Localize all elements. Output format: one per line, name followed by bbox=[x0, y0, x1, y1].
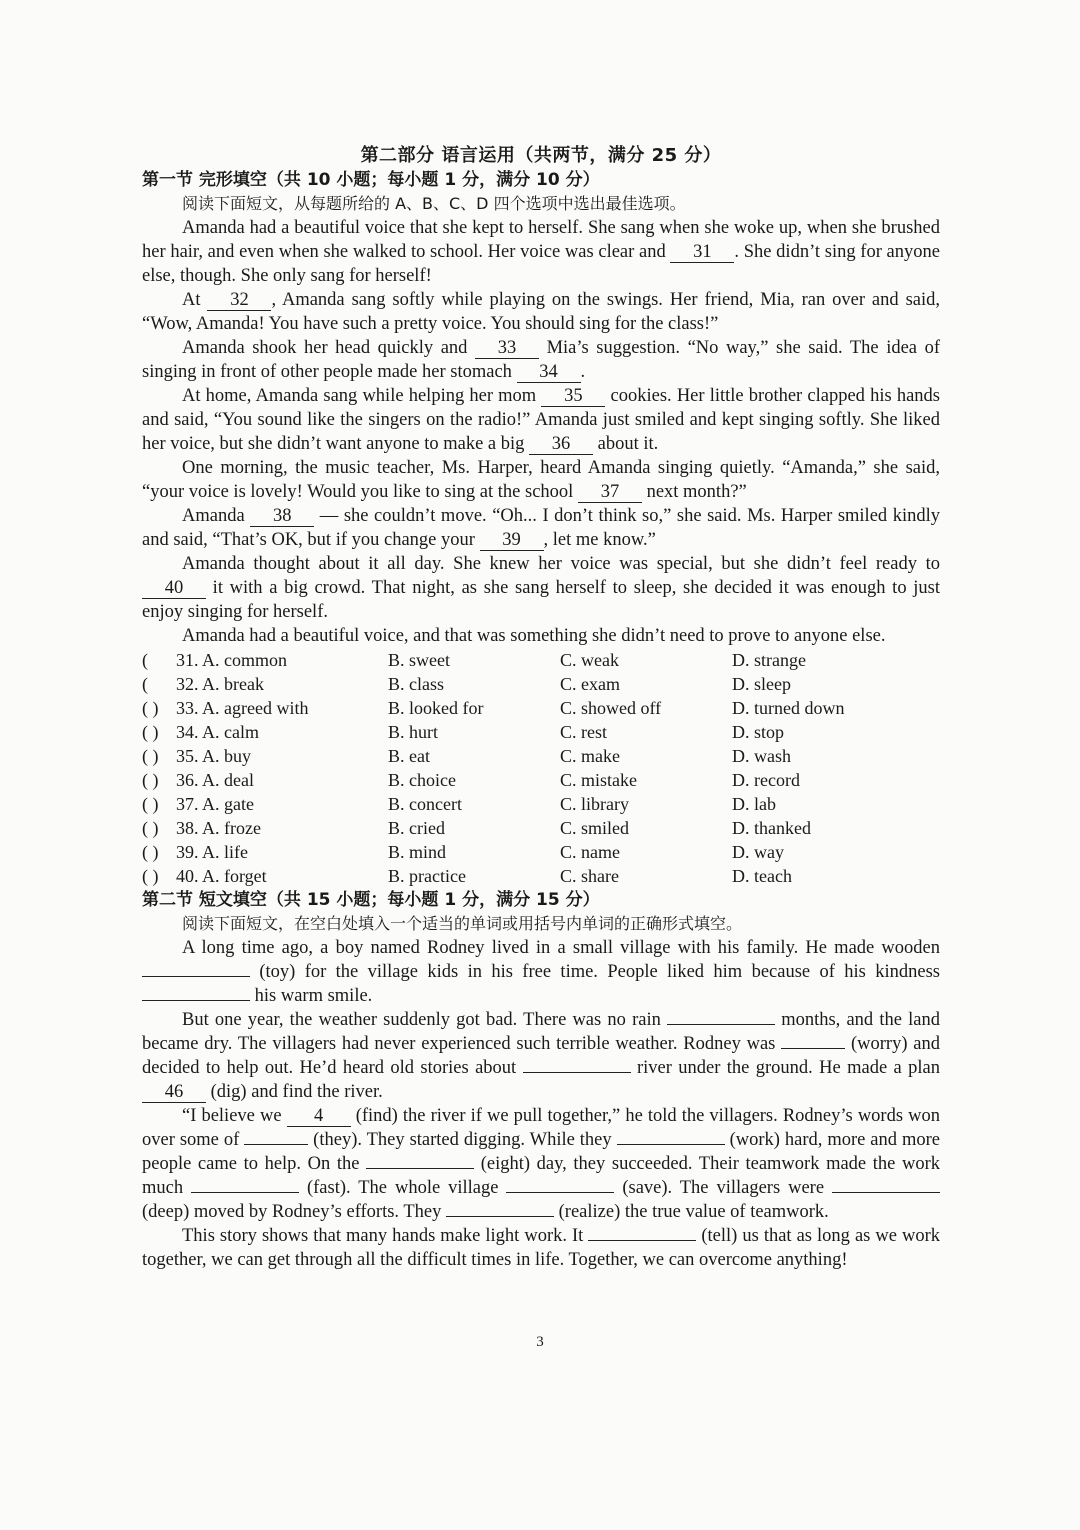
blank-37[interactable]: 37 bbox=[578, 482, 642, 503]
cloze-options bbox=[142, 648, 940, 888]
option-b[interactable]: B. concert bbox=[388, 794, 462, 814]
option-row-32 bbox=[142, 672, 940, 696]
cloze-instruction: 阅读下面短文，从每题所给的 A、B、C、D 四个选项中选出最佳选项。 bbox=[182, 194, 686, 213]
fill-paragraph: This story shows that many hands make light work. It (tell) us that as long as we work together, we can get through all the difficult times in life. Together, we can overcome anything! bbox=[142, 1226, 940, 1270]
option-row-39 bbox=[142, 840, 940, 864]
option-b[interactable]: B. mind bbox=[388, 842, 447, 862]
fill-blank[interactable] bbox=[617, 1144, 725, 1145]
option-b[interactable]: B. looked for bbox=[388, 698, 484, 718]
option-a[interactable]: 33. A. agreed with bbox=[176, 698, 309, 718]
option-row-38 bbox=[142, 816, 940, 840]
fill-blank[interactable] bbox=[588, 1240, 696, 1241]
answer-paren[interactable]: ( ) bbox=[142, 722, 159, 742]
option-a[interactable]: 35. A. buy bbox=[176, 746, 252, 766]
answer-paren[interactable]: ( ) bbox=[142, 746, 159, 766]
answer-paren[interactable]: ( ) bbox=[142, 794, 159, 814]
option-c[interactable]: C. weak bbox=[560, 650, 619, 670]
option-d[interactable]: D. record bbox=[732, 770, 800, 790]
page-number: 3 bbox=[536, 1334, 544, 1350]
answer-paren[interactable]: ( bbox=[142, 674, 148, 694]
option-a[interactable]: 36. A. deal bbox=[176, 770, 254, 790]
cloze-paragraph: Amanda thought about it all day. She knew her voice was special, but she didn’t feel ready to 40 it with a big crowd. That night, as she sang herself to sleep, she decided it was enough to just enjoy singing for herself. bbox=[142, 554, 940, 622]
answer-paren[interactable]: ( ) bbox=[142, 866, 159, 886]
option-c[interactable]: C. rest bbox=[560, 722, 607, 742]
answer-paren[interactable]: ( bbox=[142, 650, 148, 670]
option-c[interactable]: C. make bbox=[560, 746, 620, 766]
answer-paren[interactable]: ( ) bbox=[142, 842, 159, 862]
option-a[interactable]: 31. A. common bbox=[176, 650, 287, 670]
fill-paragraph: But one year, the weather suddenly got bad. There was no rain months, and the land became dry. The villagers had never experienced such terrible weather. Rodney was (worry) and decided to help out. He’d heard old stories about river under the ground. He made a plan 46 (dig) and find the river. bbox=[142, 1010, 940, 1102]
fill-blank[interactable] bbox=[191, 1192, 299, 1193]
answer-paren[interactable]: ( ) bbox=[142, 770, 159, 790]
option-d[interactable]: D. wash bbox=[732, 746, 791, 766]
fill-blank[interactable] bbox=[832, 1192, 940, 1193]
cloze-section-title: 第一节 完形填空（共 10 小题；每小题 1 分，满分 10 分） bbox=[142, 170, 600, 190]
option-d[interactable]: D. turned down bbox=[732, 698, 845, 718]
fill-blank[interactable] bbox=[142, 1000, 250, 1001]
blank-40[interactable]: 40 bbox=[142, 578, 206, 599]
blank-35[interactable]: 35 bbox=[541, 386, 605, 407]
option-d[interactable]: D. lab bbox=[732, 794, 776, 814]
blank-36[interactable]: 36 bbox=[529, 434, 593, 455]
fill-blank[interactable] bbox=[142, 976, 250, 977]
option-row-33 bbox=[142, 696, 940, 720]
blank-32[interactable]: 32 bbox=[207, 290, 271, 311]
option-c[interactable]: C. name bbox=[560, 842, 620, 862]
answer-paren[interactable]: ( ) bbox=[142, 818, 159, 838]
option-row-36 bbox=[142, 768, 940, 792]
blank-39[interactable]: 39 bbox=[480, 530, 544, 551]
option-c[interactable]: C. library bbox=[560, 794, 629, 814]
cloze-paragraph: At home, Amanda sang while helping her mom 35 cookies. Her little brother clapped his hands and said, “You sound like the singers on the radio!” Amanda just smiled and kept singing softly. She liked her voice, but she didn’t want anyone to make a big 36 about it. bbox=[142, 386, 940, 454]
blank-31[interactable]: 31 bbox=[670, 242, 734, 263]
fill-section-title: 第二节 短文填空（共 15 小题；每小题 1 分，满分 15 分） bbox=[142, 890, 600, 910]
option-row-37 bbox=[142, 792, 940, 816]
fill-blank[interactable] bbox=[244, 1144, 308, 1145]
blank-33[interactable]: 33 bbox=[475, 338, 539, 359]
option-c[interactable]: C. showed off bbox=[560, 698, 662, 718]
option-d[interactable]: D. sleep bbox=[732, 674, 791, 694]
blank-46[interactable]: 46 bbox=[142, 1082, 206, 1103]
blank-34[interactable]: 34 bbox=[517, 362, 581, 383]
option-b[interactable]: B. hurt bbox=[388, 722, 439, 742]
option-a[interactable]: 34. A. calm bbox=[176, 722, 259, 742]
blank-47[interactable]: 4 bbox=[287, 1106, 351, 1127]
answer-paren[interactable]: ( ) bbox=[142, 698, 159, 718]
option-d[interactable]: D. teach bbox=[732, 866, 792, 886]
cloze-paragraph: Amanda shook her head quickly and 33 Mia’s suggestion. “No way,” she said. The idea of singing in front of other people made her stomach 34 . bbox=[142, 338, 940, 382]
option-a[interactable]: 39. A. life bbox=[176, 842, 248, 862]
option-b[interactable]: B. cried bbox=[388, 818, 445, 838]
option-d[interactable]: D. thanked bbox=[732, 818, 811, 838]
fill-paragraph: “I believe we 4 (find) the river if we pull together,” he told the villagers. Rodney’s words won over some of (they). They started digging. While they (work) hard, more and more people came to help. On the (eight) day, they succeeded. Their teamwork made the work much (fast). The whole village (save). The villagers were (deep) moved by Rodney’s efforts. They (realize) the true value of teamwork. bbox=[142, 1106, 940, 1222]
option-b[interactable]: B. sweet bbox=[388, 650, 450, 670]
fill-blank[interactable] bbox=[667, 1024, 775, 1025]
cloze-paragraph: Amanda 38 — she couldn’t move. “Oh... I don’t think so,” she said. Ms. Harper smiled kindly and said, “That’s OK, but if you change your 39 , let me know.” bbox=[142, 506, 940, 550]
option-a[interactable]: 37. A. gate bbox=[176, 794, 254, 814]
option-row-35 bbox=[142, 744, 940, 768]
option-c[interactable]: C. exam bbox=[560, 674, 620, 694]
option-b[interactable]: B. class bbox=[388, 674, 444, 694]
fill-instruction: 阅读下面短文，在空白处填入一个适当的单词或用括号内单词的正确形式填空。 bbox=[182, 914, 743, 933]
fill-blank[interactable] bbox=[446, 1216, 554, 1217]
option-c[interactable]: C. smiled bbox=[560, 818, 630, 838]
option-b[interactable]: B. choice bbox=[388, 770, 456, 790]
option-row-34 bbox=[142, 720, 940, 744]
option-d[interactable]: D. stop bbox=[732, 722, 785, 742]
option-d[interactable]: D. way bbox=[732, 842, 784, 862]
part-title: 第二部分 语言运用（共两节，满分 25 分） bbox=[360, 145, 722, 166]
cloze-paragraph: At 32 , Amanda sang softly while playing on the swings. Her friend, Mia, ran over and said, “Wow, Amanda! You have such a pretty voice. You should sing for the class!” bbox=[142, 290, 940, 334]
fill-blank[interactable] bbox=[506, 1192, 614, 1193]
option-d[interactable]: D. strange bbox=[732, 650, 806, 670]
option-b[interactable]: B. eat bbox=[388, 746, 430, 766]
page-content bbox=[142, 144, 940, 1272]
option-a[interactable]: 38. A. froze bbox=[176, 818, 261, 838]
blank-38[interactable]: 38 bbox=[250, 506, 314, 527]
cloze-paragraph: Amanda had a beautiful voice that she kept to herself. She sang when she woke up, when she brushed her hair, and even when she walked to school. Her voice was clear and 31 . She didn’t sing for anyone else, though. She only sang for herself! bbox=[142, 218, 940, 286]
cloze-paragraph: One morning, the music teacher, Ms. Harper, heard Amanda singing quietly. “Amanda,” she said, “your voice is lovely! Would you like to sing at the school 37 next month?” bbox=[142, 458, 940, 502]
option-c[interactable]: C. share bbox=[560, 866, 619, 886]
cloze-paragraph: Amanda had a beautiful voice, and that was something she didn’t need to prove to anyone else. bbox=[182, 626, 886, 646]
option-c[interactable]: C. mistake bbox=[560, 770, 637, 790]
option-b[interactable]: B. practice bbox=[388, 866, 466, 886]
option-row-40 bbox=[142, 864, 940, 888]
option-a[interactable]: 32. A. break bbox=[176, 674, 264, 694]
option-row-31 bbox=[142, 648, 940, 672]
fill-blank[interactable] bbox=[366, 1168, 474, 1169]
fill-blank[interactable] bbox=[523, 1072, 631, 1073]
option-a[interactable]: 40. A. forget bbox=[176, 866, 267, 886]
fill-blank[interactable] bbox=[781, 1048, 845, 1049]
fill-paragraph: A long time ago, a boy named Rodney lived in a small village with his family. He made wooden (toy) for the village kids in his free time. People liked him because of his kindness his warm smile. bbox=[142, 936, 940, 1008]
